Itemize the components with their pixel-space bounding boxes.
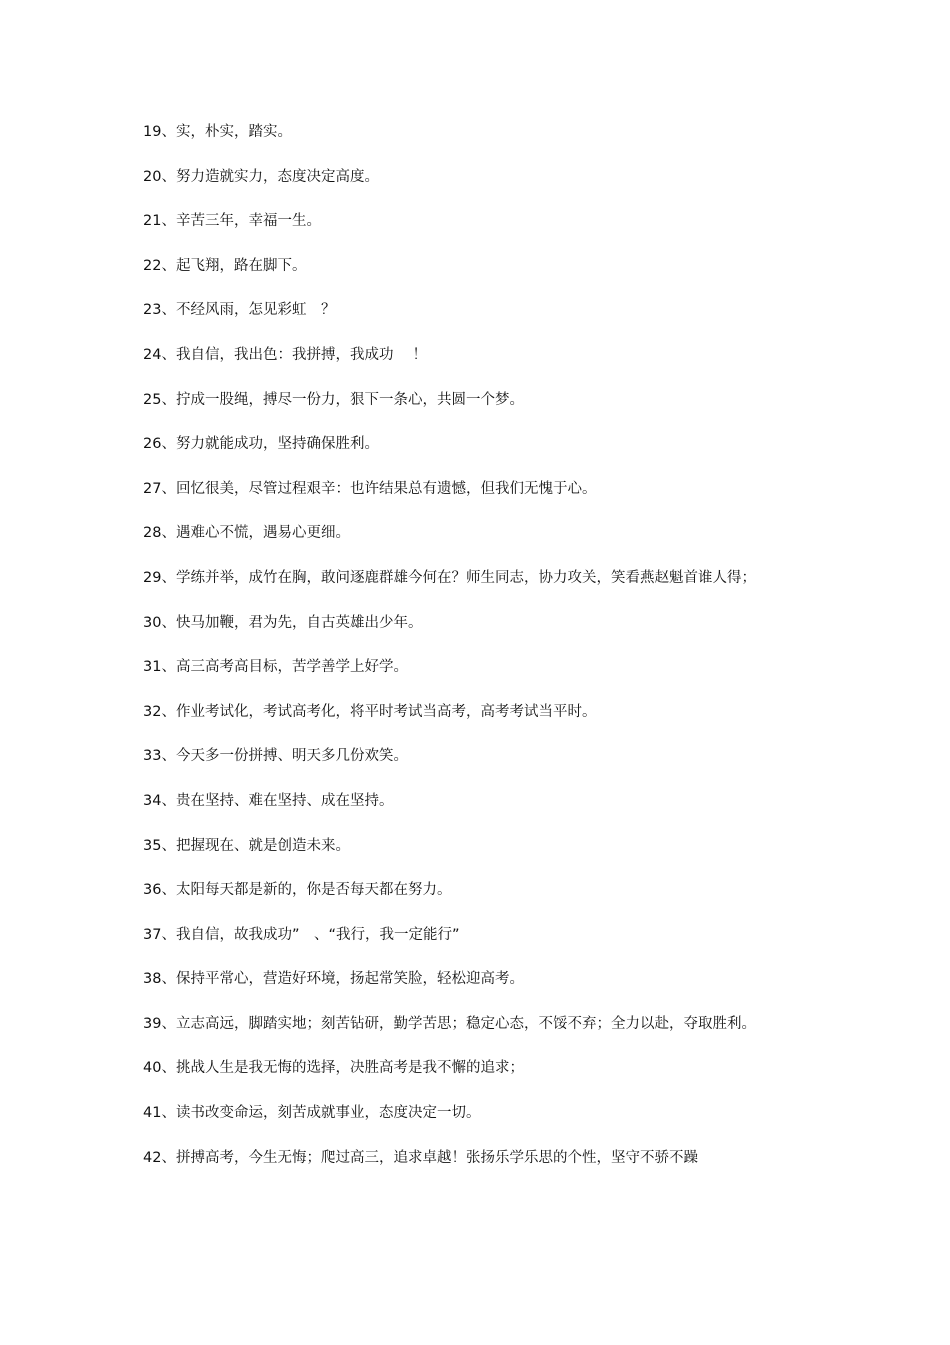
list-item: 36、太阳每天都是新的，你是否每天都在努力。 [143,882,452,899]
list-item: 20、努力造就实力，态度决定高度。 [143,168,379,185]
list-item: 23、不经风雨，怎见彩虹 ？ [143,302,336,319]
list-item: 34、贵在坚持、难在坚持、成在坚持。 [143,792,394,809]
list-item: 31、高三高考高目标，苦学善学上好学。 [143,659,408,676]
list-item: 37、我自信，故我成功” 、“我行，我一定能行” [143,926,460,943]
list-item: 39、立志高远，脚踏实地；刻苦钻研，勤学苦思；稳定心态，不馁不弃；全力以赴，夺取胜利。 [143,1015,756,1032]
list-item: 40、挑战人生是我无悔的选择，决胜高考是我不懈的追求； [143,1060,524,1077]
list-item: 27、回忆很美，尽管过程艰辛：也许结果总有遗憾，但我们无愧于心。 [143,480,597,497]
list-item: 29、学练并举，成竹在胸，敢问逐鹿群雄今何在？师生同志，协力攻关，笑看燕赵魁首谁人得； [143,569,756,586]
list-item: 32、作业考试化，考试高考化，将平时考试当高考，高考考试当平时。 [143,703,597,720]
list-item: 19、实，朴实，踏实。 [143,124,292,140]
list-item: 30、快马加鞭，君为先，自古英雄出少年。 [143,614,423,631]
list-item: 21、辛苦三年，幸福一生。 [143,213,321,230]
list-item: 42、拼搏高考，今生无悔；爬过高三，追求卓越！张扬乐学乐思的个性，坚守不骄不躁 [143,1149,698,1166]
list-item: 35、把握现在、就是创造未来。 [143,837,350,854]
list-item: 25、拧成一股绳，搏尽一份力，狠下一条心，共圆一个梦。 [143,391,524,408]
list-item: 41、读书改变命运，刻苦成就事业，态度决定一切。 [143,1105,481,1122]
list-item: 33、今天多一份拼搏、明天多几份欢笑。 [143,748,408,765]
list-item: 38、保持平常心，营造好环境，扬起常笑脸，轻松迎高考。 [143,971,524,988]
slogan-list [143,121,763,1191]
list-item: 22、起飞翔，路在脚下。 [143,257,307,274]
list-item: 28、遇难心不慌，遇易心更细。 [143,525,350,542]
list-item: 24、我自信，我出色：我拼搏，我成功 ！ [143,346,428,363]
list-item: 26、努力就能成功，坚持确保胜利。 [143,436,379,453]
